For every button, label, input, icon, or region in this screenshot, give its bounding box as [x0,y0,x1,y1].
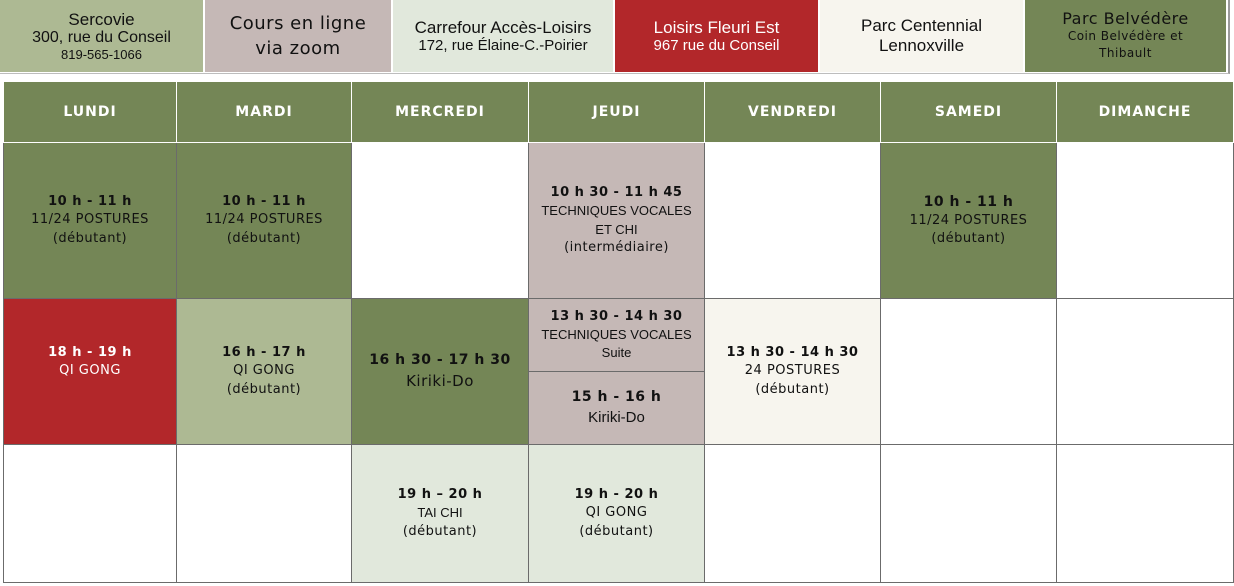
class-name: 24 POSTURES [744,363,841,379]
class-name: TECHNIQUES VOCALES [541,326,692,342]
class-name: 11/24 POSTURES [909,213,1028,229]
class-name: TECHNIQUES VOCALES [541,203,692,219]
class-wednesday-tai-chi [352,445,529,583]
legend-loisirs-fleuri-est [615,0,820,72]
legend-address: 967 rue du Conseil [653,37,780,55]
class-level: (débutant) [931,231,1006,247]
legend-address: Coin Belvédère et [1067,29,1184,44]
class-name: 11/24 POSTURES [205,212,323,228]
class-thursday-qi-gong [529,445,705,583]
legend-title: Sercovie [68,9,135,29]
legend-phone: 819-565-1066 [61,46,142,62]
legend-title: Parc Centennial [861,15,982,35]
legend-subtitle: via zoom [255,38,341,59]
day-header-sunday: DIMANCHE [1057,82,1234,143]
day-header-tuesday: MARDI [177,82,352,143]
legend-parc-centennial [820,0,1025,72]
class-time: 13 h 30 - 14 h 30 [550,308,683,324]
class-name: 11/24 POSTURES [31,212,149,228]
legend-address: 172, rue Élaine-C.-Poirier [418,37,588,55]
day-header-saturday: SAMEDI [881,82,1057,143]
legend-online-zoom [205,0,393,72]
class-level: (débutant) [226,230,302,246]
schedule-row-evening [4,445,1234,583]
legend-parc-belvedere [1025,0,1226,72]
class-friday-postures [705,299,881,445]
class-saturday-postures [881,143,1057,299]
weekly-schedule [3,81,1234,583]
empty-slot [705,445,881,583]
day-header-monday: LUNDI [4,82,177,143]
class-level: (débutant) [755,381,830,397]
legend-title: Loisirs Fleuri Est [653,17,780,37]
location-legend [0,0,1230,74]
class-time: 10 h 30 - 11 h 45 [550,185,683,201]
class-wednesday-kiriki-do [352,299,529,445]
empty-slot [881,299,1057,445]
class-time: 15 h - 16 h [571,388,662,405]
class-time: 10 h - 11 h [923,193,1014,210]
class-name: QI GONG [585,505,648,521]
empty-slot [1057,299,1234,445]
empty-slot [1057,445,1234,583]
class-thursday-kiriki-do [529,372,705,445]
legend-title: Cours en ligne [229,12,367,34]
empty-slot [352,143,529,299]
class-monday-qi-gong [4,299,177,445]
class-name: QI GONG [59,363,121,379]
class-name: Kiriki-Do [406,371,474,390]
class-level: Suite [601,345,632,361]
legend-address: 300, rue du Conseil [32,29,171,47]
class-time: 19 h - 20 h [574,487,659,503]
empty-slot [881,445,1057,583]
legend-address-line2: Thibault [1099,46,1152,61]
class-thursday-techniques-vocales-suite [529,299,705,372]
empty-slot [705,143,881,299]
class-level: (débutant) [52,230,128,246]
day-header-row [4,82,1234,143]
class-time: 16 h - 17 h [222,345,306,361]
schedule-row-morning [4,143,1234,299]
class-time: 16 h 30 - 17 h 30 [369,352,511,369]
class-name: TAI CHI [417,505,463,521]
class-level: (débutant) [579,523,654,539]
empty-slot [1057,143,1234,299]
legend-carrefour-acces-loisirs [393,0,615,72]
class-time: 19 h – 20 h [397,487,483,503]
class-level: (débutant) [402,523,478,539]
class-monday-postures [4,143,177,299]
class-time: 18 h - 19 h [48,345,132,361]
legend-title: Parc Belvédère [1062,9,1189,28]
legend-title: Carrefour Accès-Loisirs [414,17,592,37]
class-name-line2: ET CHI [595,221,638,237]
class-time: 13 h 30 - 14 h 30 [726,345,859,361]
day-header-thursday: JEUDI [529,82,705,143]
schedule-row-afternoon [4,299,1234,372]
legend-sercovie [0,0,205,72]
empty-slot [4,445,177,583]
day-header-friday: VENDREDI [705,82,881,143]
class-time: 10 h - 11 h [222,194,306,210]
class-tuesday-postures [177,143,352,299]
empty-slot [177,445,352,583]
class-time: 10 h - 11 h [48,194,132,210]
class-name: QI GONG [233,363,295,379]
legend-subtitle: Lennoxville [878,35,965,55]
class-thursday-techniques-vocales [529,143,705,299]
day-header-wednesday: MERCREDI [352,82,529,143]
class-level: (intermédiaire) [564,239,669,255]
class-tuesday-qi-gong [177,299,352,445]
class-name: Kiriki-Do [588,409,645,427]
class-level: (débutant) [226,381,302,397]
